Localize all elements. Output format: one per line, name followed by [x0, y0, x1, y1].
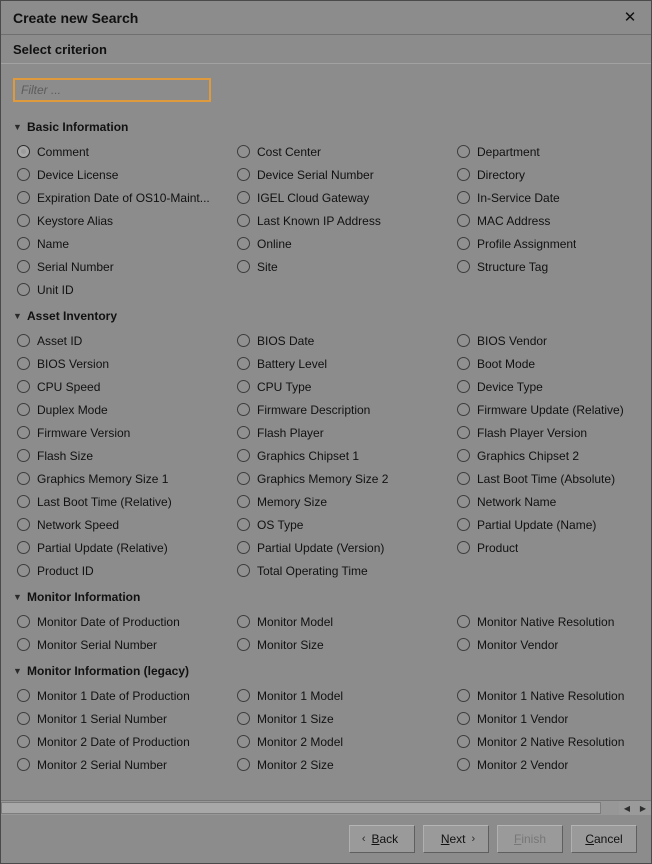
criterion-option[interactable]	[229, 232, 449, 255]
close-icon[interactable]: ✕	[623, 9, 637, 26]
radio-button[interactable]	[17, 237, 30, 250]
criterion-label: Monitor Serial Number	[37, 637, 158, 652]
criterion-label: BIOS Version	[37, 356, 110, 371]
criterion-option[interactable]	[229, 186, 449, 209]
criterion-label: Monitor 2 Date of Production	[37, 734, 190, 749]
group-title: Monitor Information (legacy)	[27, 664, 189, 678]
criterion-label: Graphics Chipset 2	[477, 448, 580, 463]
criterion-label: Keystore Alias	[37, 213, 114, 228]
radio-button[interactable]	[17, 403, 30, 416]
scroll-right-arrow[interactable]: ▶	[635, 801, 651, 815]
criterion-label: Duplex Mode	[37, 402, 108, 417]
group-title: Monitor Information	[27, 590, 141, 604]
criteria-grid	[9, 684, 637, 776]
criterion-option[interactable]	[449, 398, 637, 421]
criterion-label: Asset ID	[37, 333, 83, 348]
criterion-option[interactable]	[229, 684, 449, 707]
chevron-down-icon[interactable]: ▼	[13, 121, 22, 132]
chevron-left-icon: ‹	[361, 833, 366, 845]
criterion-option[interactable]	[449, 633, 637, 656]
criterion-option[interactable]	[9, 352, 229, 375]
radio-button[interactable]	[457, 541, 470, 554]
criterion-option[interactable]	[229, 255, 449, 278]
radio-button[interactable]	[457, 495, 470, 508]
criterion-label: Monitor 1 Serial Number	[37, 711, 168, 726]
criterion-label: Flash Size	[37, 448, 94, 463]
group-header[interactable]	[9, 305, 637, 327]
radio-button[interactable]	[457, 518, 470, 531]
criterion-option[interactable]	[449, 421, 637, 444]
criterion-option[interactable]	[9, 730, 229, 753]
criterion-label: In-Service Date	[477, 190, 560, 205]
radio-button[interactable]	[17, 615, 30, 628]
criterion-label: Monitor 1 Date of Production	[37, 688, 190, 703]
criterion-option[interactable]	[229, 375, 449, 398]
criterion-label: Memory Size	[257, 494, 328, 509]
radio-button[interactable]	[17, 334, 30, 347]
criterion-option[interactable]	[9, 398, 229, 421]
criterion-option[interactable]	[449, 186, 637, 209]
criterion-option[interactable]	[9, 209, 229, 232]
criterion-label: Last Known IP Address	[257, 213, 381, 228]
criterion-option[interactable]	[9, 140, 229, 163]
criterion-label: MAC Address	[477, 213, 551, 228]
radio-button[interactable]	[17, 638, 30, 651]
criterion-label: Monitor 2 Serial Number	[37, 757, 168, 772]
criterion-option[interactable]	[9, 753, 229, 776]
criterion-option[interactable]	[229, 140, 449, 163]
finish-button-rest: inish	[521, 832, 547, 846]
criterion-label: Network Name	[477, 494, 557, 509]
radio-button[interactable]	[17, 145, 30, 158]
radio-button[interactable]	[457, 472, 470, 485]
radio-button[interactable]	[237, 145, 250, 158]
criteria-grid	[9, 140, 637, 301]
group-header[interactable]	[9, 116, 637, 138]
radio-button[interactable]	[237, 541, 250, 554]
criterion-option[interactable]	[449, 707, 637, 730]
criterion-label: Partial Update (Name)	[477, 517, 597, 532]
radio-button[interactable]	[17, 357, 30, 370]
criterion-label: BIOS Vendor	[477, 333, 548, 348]
criterion-option[interactable]	[229, 467, 449, 490]
horizontal-scrollbar[interactable]	[1, 800, 651, 815]
page-title: Select criterion	[13, 41, 107, 57]
criterion-label: Monitor 2 Model	[257, 734, 344, 749]
criterion-option[interactable]	[449, 444, 637, 467]
criterion-label: Expiration Date of OS10-Maint...	[37, 190, 210, 205]
criterion-option[interactable]	[449, 329, 637, 352]
criterion-label: Profile Assignment	[477, 236, 577, 251]
next-button-rest: ext	[449, 832, 466, 846]
criterion-option[interactable]	[229, 209, 449, 232]
criterion-option[interactable]	[449, 255, 637, 278]
criterion-label: Site	[257, 259, 278, 274]
criterion-label: Flash Player Version	[477, 425, 588, 440]
criterion-option[interactable]	[229, 444, 449, 467]
criterion-label: Partial Update (Version)	[257, 540, 385, 555]
cancel-button[interactable]	[571, 825, 637, 853]
radio-button[interactable]	[237, 615, 250, 628]
radio-button[interactable]	[457, 237, 470, 250]
criterion-option[interactable]	[449, 140, 637, 163]
criterion-option[interactable]	[229, 421, 449, 444]
radio-button[interactable]	[457, 712, 470, 725]
back-button-rest: ack	[379, 832, 399, 846]
criterion-label: Unit ID	[37, 282, 74, 297]
finish-button	[497, 825, 563, 853]
criterion-option[interactable]	[9, 559, 229, 582]
chevron-down-icon[interactable]: ▼	[13, 665, 22, 676]
criterion-option[interactable]	[449, 232, 637, 255]
radio-button[interactable]	[237, 214, 250, 227]
criterion-option[interactable]	[9, 513, 229, 536]
radio-button[interactable]	[17, 168, 30, 181]
radio-button[interactable]	[17, 689, 30, 702]
radio-button[interactable]	[237, 334, 250, 347]
criterion-option[interactable]	[9, 536, 229, 559]
criterion-label: Monitor 1 Size	[257, 711, 334, 726]
criterion-option[interactable]	[229, 513, 449, 536]
radio-button[interactable]	[237, 518, 250, 531]
radio-button[interactable]	[237, 638, 250, 651]
criterion-label: Online	[257, 236, 292, 251]
criterion-option[interactable]	[449, 375, 637, 398]
radio-button[interactable]	[457, 214, 470, 227]
criterion-option[interactable]	[9, 490, 229, 513]
dialog-subheader	[1, 35, 651, 63]
scrollbar-track[interactable]	[1, 801, 619, 815]
radio-button[interactable]	[237, 449, 250, 462]
criterion-label: Structure Tag	[477, 259, 549, 274]
radio-button[interactable]	[457, 426, 470, 439]
criterion-label: Serial Number	[37, 259, 114, 274]
criterion-label: Firmware Version	[37, 425, 131, 440]
criterion-label: Monitor Size	[257, 637, 324, 652]
radio-button[interactable]	[17, 712, 30, 725]
cancel-button-label: Cancel	[585, 832, 623, 846]
group-header[interactable]	[9, 586, 637, 608]
criterion-label: CPU Type	[257, 379, 312, 394]
criterion-label: Cost Center	[257, 144, 322, 159]
criterion-label: Graphics Memory Size 1	[37, 471, 169, 486]
criterion-option[interactable]	[449, 490, 637, 513]
radio-button[interactable]	[17, 564, 30, 577]
criterion-label: Network Speed	[37, 517, 120, 532]
radio-button[interactable]	[17, 541, 30, 554]
criterion-option[interactable]	[229, 490, 449, 513]
radio-button[interactable]	[457, 689, 470, 702]
criterion-label: Total Operating Time	[257, 563, 368, 578]
criterion-label: Graphics Chipset 1	[257, 448, 360, 463]
radio-button[interactable]	[17, 214, 30, 227]
criterion-label: Product	[477, 540, 519, 555]
criterion-option[interactable]	[9, 163, 229, 186]
criterion-option[interactable]	[9, 684, 229, 707]
filter-row	[1, 64, 651, 112]
criterion-option[interactable]	[449, 513, 637, 536]
chevron-down-icon[interactable]: ▼	[13, 591, 22, 602]
radio-button[interactable]	[457, 403, 470, 416]
criterion-label: Monitor Date of Production	[37, 614, 180, 629]
radio-button[interactable]	[17, 191, 30, 204]
radio-button[interactable]	[17, 758, 30, 771]
criterion-option[interactable]	[229, 329, 449, 352]
radio-button[interactable]	[17, 426, 30, 439]
group-header[interactable]	[9, 660, 637, 682]
criterion-label: Firmware Description	[257, 402, 371, 417]
radio-button[interactable]	[237, 758, 250, 771]
radio-button[interactable]	[237, 380, 250, 393]
criteria-grid	[9, 610, 637, 656]
radio-button[interactable]	[237, 191, 250, 204]
radio-button[interactable]	[17, 472, 30, 485]
radio-button[interactable]	[17, 380, 30, 393]
criterion-label: Monitor Model	[257, 614, 334, 629]
criterion-label: Graphics Memory Size 2	[257, 471, 389, 486]
group-title: Asset Inventory	[27, 309, 118, 323]
criterion-option[interactable]	[449, 536, 637, 559]
criterion-label: Monitor 2 Size	[257, 757, 334, 772]
scrollbar-thumb[interactable]	[1, 802, 601, 814]
radio-button[interactable]	[457, 145, 470, 158]
criterion-option[interactable]	[229, 707, 449, 730]
radio-button[interactable]	[237, 472, 250, 485]
criterion-option[interactable]	[229, 536, 449, 559]
criterion-option[interactable]	[9, 375, 229, 398]
criterion-label: Flash Player	[257, 425, 324, 440]
criterion-label: Battery Level	[257, 356, 328, 371]
radio-button[interactable]	[457, 638, 470, 651]
criterion-option[interactable]	[9, 232, 229, 255]
back-button-label: Back	[371, 832, 399, 846]
radio-button[interactable]	[457, 260, 470, 273]
criterion-label: Device License	[37, 167, 119, 182]
criterion-option[interactable]	[449, 352, 637, 375]
criterion-label: Device Serial Number	[257, 167, 374, 182]
radio-button[interactable]	[237, 403, 250, 416]
criterion-label: CPU Speed	[37, 379, 101, 394]
radio-button[interactable]	[237, 712, 250, 725]
radio-button[interactable]	[457, 168, 470, 181]
criterion-label: Directory	[477, 167, 526, 182]
search-input[interactable]	[13, 78, 211, 102]
criterion-label: Firmware Update (Relative)	[477, 402, 624, 417]
title-bar	[1, 1, 651, 35]
criterion-label: Monitor Vendor	[477, 637, 559, 652]
criterion-label: Last Boot Time (Relative)	[37, 494, 172, 509]
criterion-option[interactable]	[229, 610, 449, 633]
criterion-option[interactable]	[9, 186, 229, 209]
criterion-label: OS Type	[257, 517, 304, 532]
criterion-option[interactable]	[229, 753, 449, 776]
radio-button[interactable]	[457, 357, 470, 370]
criterion-option[interactable]	[449, 209, 637, 232]
radio-button[interactable]	[237, 237, 250, 250]
radio-button[interactable]	[457, 615, 470, 628]
criterion-label: Monitor Native Resolution	[477, 614, 615, 629]
criterion-option[interactable]	[229, 633, 449, 656]
criterion-option[interactable]	[449, 610, 637, 633]
next-button[interactable]	[423, 825, 489, 853]
radio-button[interactable]	[457, 735, 470, 748]
radio-button[interactable]	[457, 758, 470, 771]
criterion-option[interactable]	[449, 730, 637, 753]
criterion-option[interactable]	[449, 753, 637, 776]
radio-button[interactable]	[457, 191, 470, 204]
criterion-option[interactable]	[229, 559, 449, 582]
scroll-left-arrow[interactable]: ◀	[619, 801, 635, 815]
criterion-option[interactable]	[9, 255, 229, 278]
back-button[interactable]	[349, 825, 415, 853]
criterion-option[interactable]	[229, 730, 449, 753]
radio-button[interactable]	[237, 689, 250, 702]
criterion-label: Comment	[37, 144, 90, 159]
window-title: Create new Search	[13, 9, 139, 26]
criterion-label: Monitor 2 Vendor	[477, 757, 569, 772]
criterion-label: BIOS Date	[257, 333, 315, 348]
chevron-right-icon: ›	[471, 833, 476, 845]
criterion-option[interactable]	[229, 398, 449, 421]
criterion-option[interactable]	[229, 163, 449, 186]
chevron-down-icon[interactable]: ▼	[13, 310, 22, 321]
group-title: Basic Information	[27, 120, 129, 134]
criterion-label: Monitor 1 Vendor	[477, 711, 569, 726]
radio-button[interactable]	[17, 495, 30, 508]
criterion-label: Department	[477, 144, 540, 159]
criterion-option[interactable]	[449, 467, 637, 490]
criterion-option[interactable]	[9, 421, 229, 444]
criterion-label: Monitor 1 Native Resolution	[477, 688, 625, 703]
finish-button-label: Finish	[513, 832, 547, 846]
criterion-option[interactable]	[449, 684, 637, 707]
criteria-grid	[9, 329, 637, 582]
radio-button[interactable]	[17, 735, 30, 748]
radio-button[interactable]	[17, 260, 30, 273]
criterion-option[interactable]	[9, 707, 229, 730]
radio-button[interactable]	[457, 380, 470, 393]
criterion-option[interactable]	[9, 633, 229, 656]
radio-button[interactable]	[17, 518, 30, 531]
radio-button[interactable]	[17, 449, 30, 462]
radio-button[interactable]	[237, 260, 250, 273]
criterion-option[interactable]	[229, 352, 449, 375]
next-button-label: Next	[440, 832, 466, 846]
criterion-option[interactable]	[9, 467, 229, 490]
radio-button[interactable]	[457, 334, 470, 347]
criterion-label: IGEL Cloud Gateway	[257, 190, 370, 205]
criterion-option[interactable]	[449, 163, 637, 186]
radio-button[interactable]	[237, 426, 250, 439]
criterion-option[interactable]	[9, 610, 229, 633]
radio-button[interactable]	[237, 357, 250, 370]
cancel-button-rest: ancel	[593, 832, 623, 846]
radio-button[interactable]	[237, 735, 250, 748]
criterion-label: Last Boot Time (Absolute)	[477, 471, 616, 486]
radio-button[interactable]	[17, 283, 30, 296]
criterion-label: Boot Mode	[477, 356, 536, 371]
criterion-label: Name	[37, 236, 70, 251]
dialog-footer	[1, 815, 651, 863]
radio-button[interactable]	[457, 449, 470, 462]
criteria-list	[1, 112, 651, 800]
criterion-option[interactable]	[9, 329, 229, 352]
criterion-label: Monitor 1 Model	[257, 688, 344, 703]
radio-button[interactable]	[237, 168, 250, 181]
criterion-label: Product ID	[37, 563, 94, 578]
criterion-label: Monitor 2 Native Resolution	[477, 734, 625, 749]
criterion-label: Partial Update (Relative)	[37, 540, 168, 555]
criterion-option[interactable]	[9, 278, 229, 301]
radio-button[interactable]	[237, 564, 250, 577]
criterion-label: Device Type	[477, 379, 543, 394]
radio-button[interactable]	[237, 495, 250, 508]
criterion-option[interactable]	[9, 444, 229, 467]
